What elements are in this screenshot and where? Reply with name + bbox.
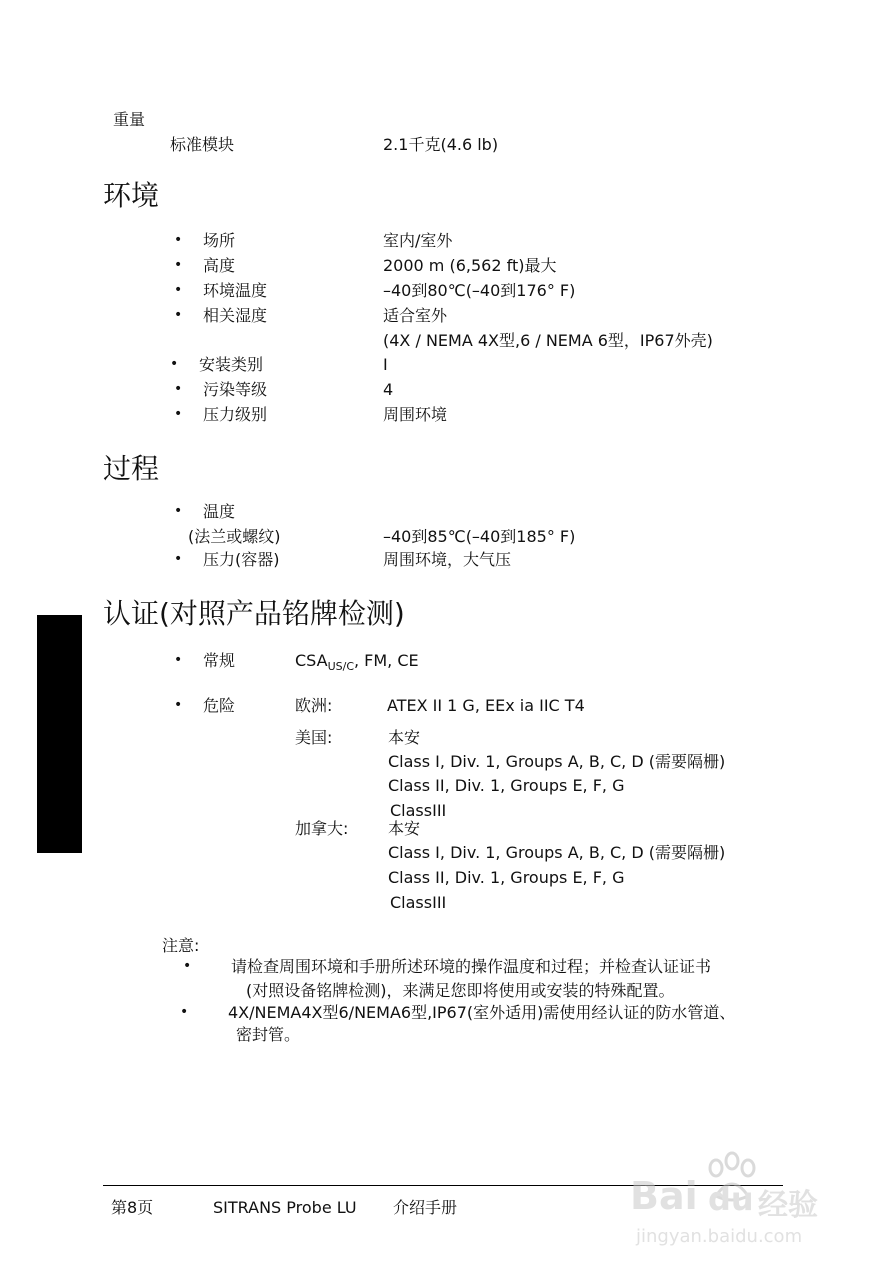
note-2-line-2: 密封管。 (236, 1025, 301, 1044)
approvals-general-rest: , FM, CE (354, 651, 419, 670)
env-value-ambient-temp: –40到80℃(–40到176° F) (383, 281, 576, 300)
canada-line: Class II, Div. 1, Groups E, F, G (388, 868, 625, 887)
env-value-altitude: 2000 m (6,562 ft)最大 (383, 256, 557, 275)
section-tab-marker (37, 615, 82, 853)
env-value-enclosure: (4X / NEMA 4X型,6 / NEMA 6型，IP67外壳) (383, 331, 713, 350)
env-label-humidity: 相关湿度 (203, 306, 268, 325)
note-2-line-1: 4X/NEMA4X型6/NEMA6型,IP67(室外适用)需使用经认证的防水管道、 (228, 1003, 736, 1022)
region-canada: 加拿大: (295, 819, 349, 838)
region-europe: 欧洲: (295, 696, 333, 715)
process-label-flange: (法兰或螺纹) (188, 527, 281, 546)
env-value-install-category: I (383, 355, 388, 374)
env-label-pressure: 压力级别 (203, 405, 268, 424)
process-value-pressure: 周围环境，大气压 (383, 550, 512, 569)
env-label-install-category: 安装类别 (199, 355, 264, 374)
weight-value: 2.1千克(4.6 lb) (383, 135, 499, 154)
bullet: • (174, 503, 183, 519)
note-1-line-2: (对照设备铭牌检测)，来满足您即将使用或安装的特殊配置。 (246, 981, 675, 1000)
env-label-pollution: 污染等级 (203, 380, 268, 399)
csa-mark: CSA (295, 651, 328, 670)
canada-line: ClassIII (390, 893, 447, 912)
env-value-humidity: 适合室外 (383, 306, 448, 325)
bullet: • (174, 551, 183, 567)
usa-line: ClassIII (390, 801, 447, 820)
weight-heading: 重量 (113, 110, 146, 129)
usa-line: Class I, Div. 1, Groups A, B, C, D (需要隔栅) (388, 752, 726, 771)
bullet: • (174, 282, 183, 298)
process-value-temp: –40到85℃(–40到185° F) (383, 527, 576, 546)
canada-line: Class I, Div. 1, Groups A, B, C, D (需要隔栅) (388, 843, 726, 862)
bullet: • (174, 307, 183, 323)
note-1-line-1: 请检查周围环境和手册所述环境的操作温度和过程；并检查认证证书 (231, 957, 712, 976)
watermark-tail: 经验 (758, 1188, 818, 1223)
footer-manual-subtitle: 介绍手册 (393, 1198, 458, 1217)
env-label-ambient-temp: 环境温度 (203, 281, 268, 300)
approvals-hazardous-label: 危险 (203, 696, 236, 715)
watermark-brand: Bai (630, 1174, 698, 1218)
watermark-url: jingyan.baidu.com (636, 1226, 803, 1247)
env-value-pressure: 周围环境 (383, 405, 448, 424)
csa-subscript: US/C (327, 660, 354, 673)
process-label-temp: 温度 (203, 502, 236, 521)
region-usa: 美国: (295, 728, 333, 747)
bullet: • (174, 257, 183, 273)
bullet: • (183, 958, 192, 974)
env-value-location: 室内/室外 (383, 231, 453, 250)
env-label-location: 场所 (203, 231, 236, 250)
approvals-general-label: 常规 (203, 651, 236, 670)
env-label-altitude: 高度 (203, 256, 236, 275)
bullet: • (174, 381, 183, 397)
usa-line: Class II, Div. 1, Groups E, F, G (388, 776, 625, 795)
bullet: • (174, 697, 183, 713)
footer-page-number: 第8页 (111, 1198, 154, 1217)
europe-line: ATEX II 1 G, EEx ia IIC T4 (387, 696, 585, 715)
canada-line: 本安 (388, 819, 421, 838)
process-heading: 过程 (103, 452, 160, 485)
weight-label: 标准模块 (170, 135, 235, 154)
process-label-pressure: 压力(容器) (203, 550, 280, 569)
bullet: • (180, 1004, 189, 1020)
bullet: • (174, 232, 183, 248)
notes-heading: 注意: (162, 936, 200, 955)
approvals-general-value (295, 651, 419, 677)
watermark-du: du (708, 1180, 754, 1218)
bullet: • (174, 652, 183, 668)
bullet: • (174, 406, 183, 422)
footer-product-title: SITRANS Probe LU (213, 1198, 357, 1217)
usa-line: 本安 (388, 728, 421, 747)
approvals-heading: 认证(对照产品铭牌检测) (103, 597, 405, 630)
baidu-watermark (630, 1150, 880, 1260)
env-value-pollution: 4 (383, 380, 394, 399)
environment-heading: 环境 (103, 179, 160, 212)
bullet: • (170, 356, 179, 372)
